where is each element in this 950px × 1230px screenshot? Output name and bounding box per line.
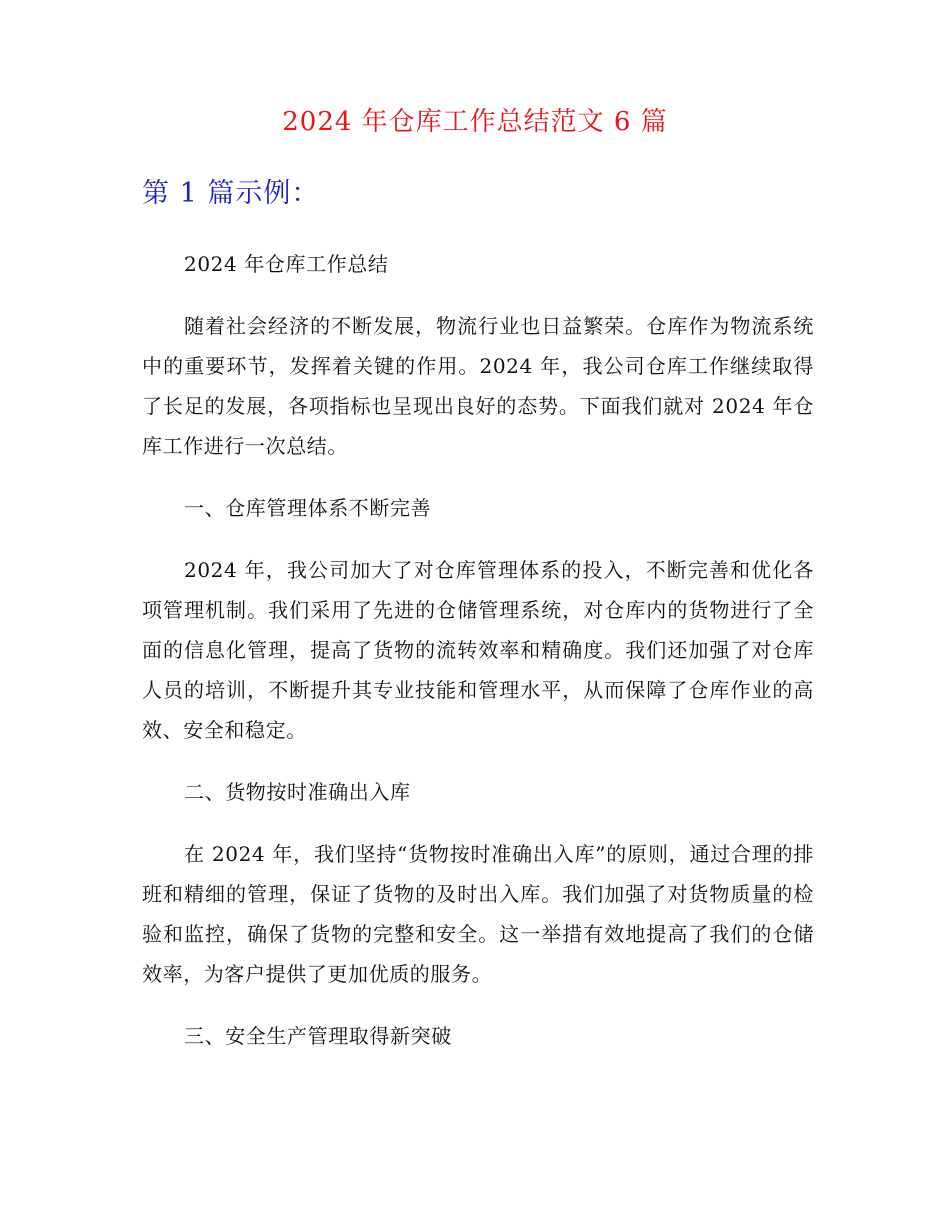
document-title: 2024 年仓库工作总结范文 6 篇 <box>282 107 668 137</box>
paragraph-two: 在 2024 年，我们坚持“货物按时准确出入库”的原则，通过合理的排班和精细的管理，保证了货物的及时出入库。我们加强了对货物质量的检验和监控，确保了货物的完整和安全。这一举措有效地提高了我们的仓储效率，为客户提供了更加优质的服务。 <box>142 842 814 986</box>
subtitle-paragraph: 2024 年仓库工作总结 <box>184 252 389 276</box>
section-heading: 第 1 篇示例： <box>142 178 320 209</box>
heading-two: 二、货物按时准确出入库 <box>184 780 411 804</box>
intro-paragraph: 随着社会经济的不断发展，物流行业也日益繁荣。仓库作为物流系统中的重要环节，发挥着关键的作用。2024 年，我公司仓库工作继续取得了长足的发展，各项指标也呈现出良好的态势。下面我们就对 2024 年仓库工作进行一次总结。 <box>142 314 814 458</box>
document-body <box>142 244 814 1056</box>
heading-one: 一、仓库管理体系不断完善 <box>184 496 432 520</box>
paragraph-one: 2024 年，我公司加大了对仓库管理体系的投入，不断完善和优化各项管理机制。我们采用了先进的仓储管理系统，对仓库内的货物进行了全面的信息化管理，提高了货物的流转效率和精确度。我们还加强了对仓库人员的培训，不断提升其专业技能和管理水平，从而保障了仓库作业的高效、安全和稳定。 <box>142 558 814 742</box>
heading-three: 三、安全生产管理取得新突破 <box>184 1024 452 1048</box>
